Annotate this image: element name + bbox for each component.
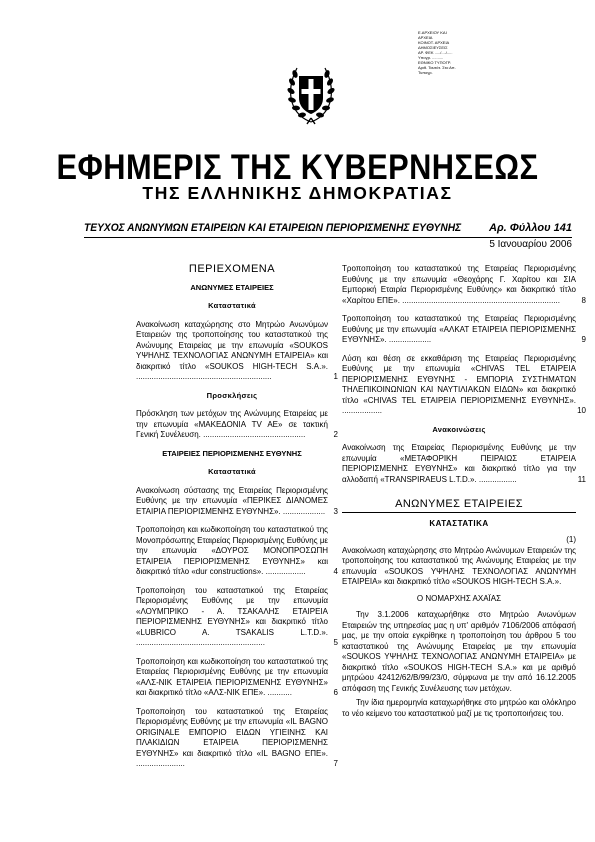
contents-entry-text: Τροποποίηση του καταστατικού της Εταιρείας Περιορισμένης Ευθύνης με την επωνυμία «ΑΛΚΑΤ ΕΤΑΙΡΕΙΑ ΠΕΡΙΟΡΙΣΜΕΝΗΣ ΕΥΘΥΝΗΣ». ................... — [342, 314, 576, 344]
contents-entry-page: 1 — [333, 372, 338, 381]
stamp-line: ΕΘΝΙΚΟ ΤΥΠΟΓΡ. — [418, 60, 452, 65]
contents-entry-page: 11 — [577, 474, 586, 484]
contents-entry[interactable] — [136, 319, 338, 383]
header-rule — [84, 237, 572, 238]
stamp-line: ΚΟΙΝΟΤ. ΑΡΧΕΙΑ — [418, 40, 450, 45]
contents-category-statutes: Καταστατικά — [208, 301, 256, 310]
stamp-line: ΔΗΜΟΣΙΕΥΣΕΙΣ — [418, 45, 448, 50]
contents-entry[interactable] — [136, 706, 338, 770]
contents-entry[interactable] — [136, 525, 338, 578]
article-paragraph: Την 3.1.2006 καταχωρήθηκε στο Μητρώο Ανωνύμων Εταιρειών της υπηρεσίας μας η υπ' αριθμόν 7106/2006 απόφασή μας, με την οποία εγκρίθηκε η τροποποίηση του άρθρου 5 του καταστατικού της Ανώνυμης Εταιρείας με την επωνυμία «SOUKOS ΥΨΗΛΗΣ ΤΕΧΝΟΛΟΓΙΑΣ ΑΝΩΝΥΜΗ ΕΤΑΙΡΕΙΑ» με διακριτικό τίτλο «SOUKOS HIGH-TECH S.A.» και με αριθμό μητρώου 42412/62/Β/99/23/0, σύμφωνα με την από 16.12.2005 απόφαση της Γενικής Συνέλευσης των μετόχων. — [342, 610, 576, 693]
contents-entry-text: Τροποποίηση και κωδικοποίηση του καταστατικού της Εταιρείας Περιορισμένης Ευθύνης με την επωνυμία «ΑΛΣ-ΝΙΚ ΕΤΑΙΡΕΙΑ ΠΕΡΙΟΡΙΣΜΕΝΗΣ ΕΥΘΥΝΗΣ» και διακριτικό τίτλο «ΑΛΣ-ΝΙΚ ΕΠΕ». ........... — [136, 656, 328, 697]
contents-entry-page: 9 — [581, 335, 586, 344]
contents-entry-page: 10 — [577, 406, 586, 415]
gazette-subtitle: ΤΗΣ ΕΛΛΗΝΙΚΗΣ ΔΗΜΟΚΡΑΤΙΑΣ — [142, 183, 453, 203]
greek-coat-of-arms-icon — [283, 60, 339, 128]
contents-entry-page: 8 — [581, 295, 586, 305]
contents-entry[interactable] — [342, 264, 586, 306]
article-number: (1) — [566, 535, 576, 544]
stamp-line: ΑΡ. ΦΕΚ ...../..../..... — [418, 50, 453, 55]
contents-entry[interactable] — [342, 353, 586, 417]
contents-category-invitations: Προσκλήσεις — [206, 390, 258, 400]
article-paragraph: Την ίδια ημερομηνία καταχωρήθηκε στο μητρώο και ολόκληρο το νέο κείμενο του καταστατικού μαζί με τις τροποποιήσεις του. — [342, 698, 576, 718]
contents-entry[interactable] — [342, 443, 586, 485]
stamp-line: Αριθ. Ταυτότ. Στο Απ. — [418, 65, 456, 70]
article-heading: Ανακοίνωση καταχώρησης στο Μητρώο Ανώνυμων Εταιρειών της τροποποίησης του καταστατικού της Ανώνυμης Εταιρείας με την επωνυμία «SOUKOS ΥΨΗΛΗΣ ΤΕΧΝΟΛΟΓΙΑΣ ΑΝΩΝΥΜΗ ΕΤΑΙΡΕΙΑ» και διακριτικό τίτλο «SOUKOS HIGH-TECH S.A.». — [342, 545, 576, 586]
contents-entry-text: Τροποποίηση του καταστατικού της Εταιρείας Περιορισμένης Ευθύνης με την επωνυμία «IL BAGNO ORIGINALE ΕΜΠΟΡΙΟ ΕΙΔΩΝ ΥΓΙΕΙΝΗΣ ΚΑΙ ΠΛΑΚΙΔΙΩΝ ΕΤΑΙΡΕΙΑ ΠΕΡΙΟΡΙΣΜΕΝΗΣ ΕΥΘΥΝΗΣ» και διακριτικό τίτλο «IL BAGNO ΕΠΕ». ...................... — [136, 706, 328, 768]
stamp-line: Υπογρ. .......... — [418, 55, 444, 60]
stamp-line: Ε.ΑΡΧΕΙΟΥ ΚΑΙ — [418, 30, 447, 35]
article-category-title: ΚΑΤΑΣΤΑΤΙΚΑ — [429, 518, 489, 528]
issue-series: ΤΕΥΧΟΣ ΑΝΩΝΥΜΩΝ ΕΤΑΙΡΕΙΩΝ ΚΑΙ ΕΤΑΙΡΕΙΩΝ ΠΕΡΙΟΡΙΣΜΕΝΗΣ ΕΥΘΥΝΗΣ — [84, 222, 462, 234]
contents-entry-text: Τροποποίηση και κωδικοποίηση του καταστατικού της Μονοπρόσωπης Εταιρείας Περιορισμένης Ευθύνης με την επωνυμία «ΔΟΥΡΟΣ ΜΟΝΟΠΡΟΣΩΠΗ ΕΤΑΙΡΕΙΑ ΠΕΡΙΟΡΙΣΜΕΝΗΣ ΕΥΘΥΝΗΣ» και διακριτικό τίτλο «dur constructions». .................. — [136, 525, 328, 576]
issuing-authority: Ο ΝΟΜΑΡΧΗΣ ΑΧΑΪΑΣ — [416, 593, 502, 603]
contents-entry-text: Τροποποίηση του καταστατικού της Εταιρείας Περιορισμένης Ευθύνης με την επωνυμία «Θεοχάρης Γ. Χαρίτου και ΣΙΑ Εμπορική Εταιρία Περιορισμένης Ευθύνης» και διακριτικό τίτλο «Χαρίτου ΕΠΕ». ....................................................................... — [342, 264, 576, 305]
issue-sheet-number: Αρ. Φύλλου 141 — [489, 222, 572, 234]
contents-entry-page: 7 — [333, 759, 338, 768]
issue-date: 5 Ιανουαρίου 2006 — [489, 239, 572, 250]
contents-entry-page: 5 — [333, 638, 338, 647]
contents-column — [136, 263, 338, 778]
gazette-title: ΕΦΗΜΕΡΙΣ ΤΗΣ ΚΥΒΕΡΝΗΣΕΩΣ — [56, 148, 539, 187]
stamp-line: ΑΡΧΕΙΑ — [418, 35, 433, 40]
contents-entry-page: 6 — [333, 688, 338, 697]
contents-entry-text: Πρόσκληση των μετόχων της Ανώνυμης Εταιρείας με την επωνυμία «ΜΑΚΕΔΟΝΙΑ TV AE» σε τακτική Γενική Συνέλευση. .............................................. — [136, 409, 328, 439]
contents-entry[interactable] — [136, 656, 338, 699]
article-column — [342, 264, 586, 719]
contents-entry-page: 4 — [333, 567, 338, 576]
contents-title: ΠΕΡΙΕΧΟΜΕΝΑ — [188, 263, 276, 275]
contents-section-ltd: ΕΤΑΙΡΕΙΕΣ ΠΕΡΙΟΡΙΣΜΕΝΗΣ ΕΥΘΥΝΗΣ — [162, 448, 302, 458]
contents-entry[interactable] — [136, 585, 338, 649]
contents-entry-text: Τροποποίηση του καταστατικού της Εταιρείας Περιορισμένης Ευθύνης με την επωνυμία «ΛΟΥΜΠΡΙΚΟ - Α. ΤΣΑΚΑΛΗΣ ΕΤΑΙΡΕΙΑ ΠΕΡΙΟΡΙΣΜΕΝΗΣ ΕΥΘΥΝΗΣ» και διακριτικό τίτλο «LUBRICO A. TSAKALIS L.T.D.». .......................................................... — [136, 585, 328, 647]
stamp-line: Τυπογρ. — [418, 70, 433, 75]
contents-category-notices: Ανακοινώσεις — [432, 424, 486, 434]
registry-stamp — [418, 30, 488, 75]
contents-entry[interactable] — [136, 485, 338, 518]
contents-entry-text: Ανακοίνωση της Εταιρείας Περιορισμένης Ευθύνης με την επωνυμία «ΜΕΤΑΦΟΡΙΚΗ ΠΕΙΡΑΙΩΣ ΕΤΑΙΡΕΙΑ ΠΕΡΙΟΡΙΣΜΕΝΗΣ ΕΥΘΥΝΗΣ» και διακριτικό τίτλο για την αλλοδαπή «TRANSPIRAEUS L.T.D.». ................. — [342, 443, 576, 484]
contents-entry-page: 3 — [333, 506, 338, 516]
contents-entry-page: 2 — [333, 430, 338, 439]
contents-section-sa: ΑΝΩΝΥΜΕΣ ΕΤΑΙΡΕΙΕΣ — [190, 282, 274, 292]
contents-entry-text: Ανακοίνωση σύστασης της Εταιρείας Περιορισμένης Ευθύνης με την επωνυμία «ΠΕΡΙΚΕΣ ΔΙΑΝΟΜΕΣ ΕΤΑΙΡΙΑ ΠΕΡΙΟΡΙΣΜΕΝΗΣ ΕΥΘΥΝΗΣ». ................... — [136, 485, 328, 516]
contents-category-statutes: Καταστατικά — [208, 467, 256, 476]
article-section-title: ΑΝΩΝΥΜΕΣ ΕΤΑΙΡΕΙΕΣ — [395, 498, 523, 510]
contents-entry-text: Λύση και θέση σε εκκαθάριση της Εταιρείας Περιορισμένης Ευθύνης με την επωνυμία «CHIVAS TEL ΕΤΑΙΡΕΙΑ ΠΕΡΙΟΡΙΣΜΕΝΗΣ ΕΥΘΥΝΗΣ - ΕΜΠΟΡΙΑ ΣΥΣΤΗΜΑΤΩΝ ΤΗΛΕΠΙΚΟΙΝΩΝΙΩΝ ΚΑΙ ΝΑΥΤΙΛΙΑΚΩΝ ΕΙΔΩΝ» και διακριτικό τίτλο «CHIVAS TEL ΕΤΑΙΡΕΙΑ ΠΕΡΙΟΡΙΣΜΕΝΗΣ ΕΥΘΥΝΗΣ». .................. — [342, 353, 576, 415]
section-rule — [342, 512, 576, 513]
contents-entry[interactable] — [342, 314, 586, 346]
contents-entry-text: Ανακοίνωση καταχώρησης στο Μητρώο Ανωνύμων Εταιρειών της τροποποίησης του καταστατικού της Ανώνυμης Εταιρείας με την επωνυμία «SOUKOS ΥΨΗΛΗΣ ΤΕΧΝΟΛΟΓΙΑΣ ΑΝΩΝΥΜΗ ΕΤΑΙΡΕΙΑ» και διακριτικό τίτλο «SOUKOS HIGH-TECH S.A.». ............................................................. — [136, 319, 328, 381]
contents-entry[interactable] — [136, 409, 338, 441]
